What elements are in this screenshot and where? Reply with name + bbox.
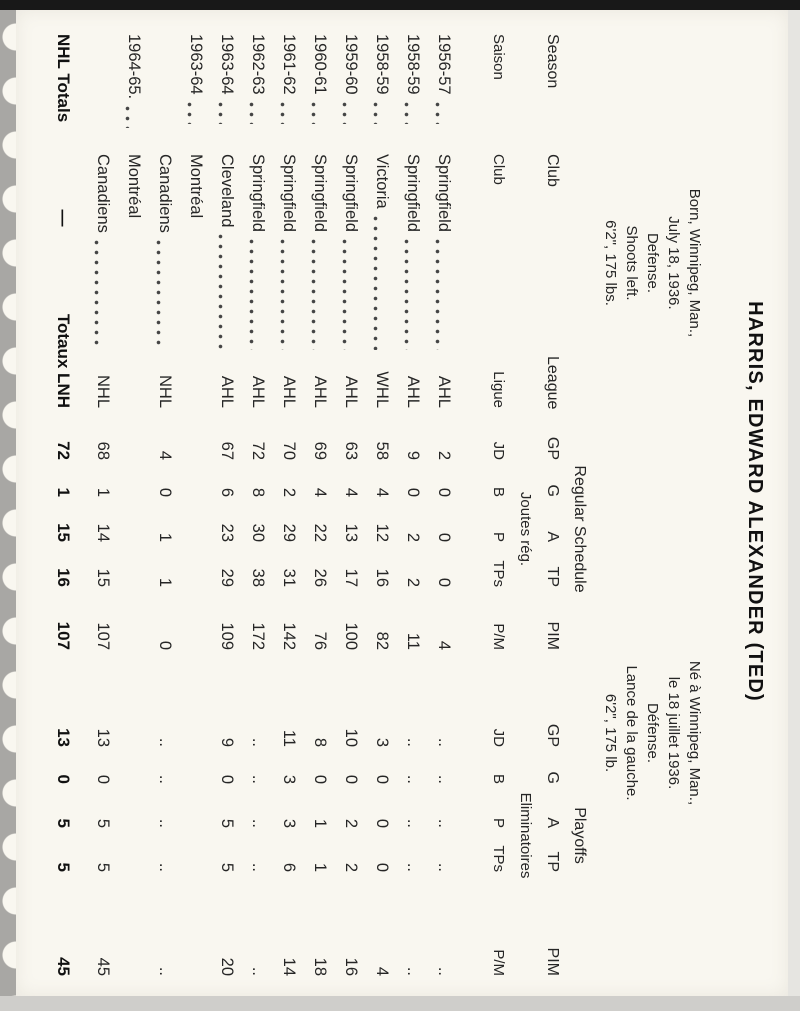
playoff-pim: .. — [435, 966, 453, 976]
stat-gp: 68 — [94, 441, 112, 460]
playoff-gp: 8 — [311, 737, 329, 747]
stat-tp: 0 — [435, 577, 453, 587]
league-cell: AHL — [280, 375, 298, 408]
stat-a — [118, 497, 149, 542]
stats-row — [87, 10, 118, 993]
club-cell: Montréal — [125, 154, 143, 219]
season-cell: 1956-57 — [428, 34, 459, 154]
playoff-tp: 0 — [373, 862, 391, 872]
dot-leader — [280, 239, 285, 350]
stat-g: 8 — [249, 487, 267, 497]
playoff-pim: 4 — [373, 966, 391, 976]
playoff-tp — [180, 828, 211, 872]
league-cell — [180, 356, 211, 408]
league-cell: AHL — [218, 375, 236, 408]
playoff-g — [118, 747, 149, 784]
bio-line: Né à Winnipeg, Man., — [686, 660, 703, 806]
league-cell: AHL — [311, 375, 329, 408]
season-cell: 1958-59 — [397, 34, 428, 154]
playoff-pim — [118, 872, 149, 976]
playoff-tp: .. — [156, 862, 174, 872]
playoff-pim — [180, 872, 211, 976]
stats-row — [273, 10, 304, 993]
playoff-pim: 16 — [342, 957, 360, 976]
stat-pim: 11 — [404, 632, 422, 650]
playoff-gp: 3 — [373, 737, 391, 747]
col-a: A — [544, 531, 561, 542]
playoff-tp: 1 — [311, 862, 329, 872]
col-po-tp: TP — [544, 851, 561, 872]
dot-leader — [187, 102, 192, 124]
stats-row — [149, 10, 180, 993]
totals-gp: 72 — [54, 441, 73, 460]
bio-english — [600, 128, 705, 398]
stat-gp: 70 — [280, 441, 298, 460]
dot-leader — [342, 102, 347, 124]
bio-french — [600, 598, 705, 868]
stat-gp: 67 — [218, 441, 236, 460]
stats-row — [428, 10, 459, 993]
col-po-g: G — [544, 771, 561, 784]
totals-pim: 107 — [54, 621, 73, 650]
playoff-a: 5 — [218, 818, 236, 828]
playoff-gp: .. — [404, 737, 422, 747]
header-row-en — [539, 10, 566, 993]
playoff-g: .. — [156, 774, 174, 784]
club-cell: Springfield — [273, 154, 304, 356]
col-pm: P/M — [490, 623, 507, 650]
bio-line: Born, Winnipeg, Man., — [686, 188, 703, 338]
stat-tp: 2 — [404, 577, 422, 587]
club-cell: Cleveland — [211, 154, 242, 356]
playoff-gp — [118, 695, 149, 747]
playoff-gp: 9 — [218, 737, 236, 747]
col-b: B — [490, 486, 507, 497]
stat-g: 4 — [373, 487, 391, 497]
playoff-gp: 10 — [342, 728, 360, 747]
playoff-g: 0 — [94, 774, 112, 784]
col-saison: Saison — [490, 34, 507, 80]
stat-g: 0 — [435, 487, 453, 497]
dot-leader — [311, 239, 316, 350]
bio-line: 6'2", 175 lbs. — [602, 220, 619, 306]
playoff-gp — [180, 695, 211, 747]
stat-pim: 76 — [311, 631, 329, 650]
stat-a: 29 — [280, 523, 298, 542]
col-po-b: B — [490, 773, 507, 784]
table-body — [87, 10, 459, 993]
col-po-gp: GP — [544, 723, 561, 747]
playoff-tp: 5 — [218, 862, 236, 872]
season-cell: 1964-65. — [118, 34, 149, 154]
playoff-g: 0 — [342, 774, 360, 784]
stat-gp: 58 — [373, 441, 391, 460]
totals-dash: — — [54, 209, 73, 227]
col-club-fr: Club — [490, 154, 507, 185]
playoff-g: .. — [404, 774, 422, 784]
stat-gp — [118, 408, 149, 460]
stat-pim: 172 — [249, 622, 267, 650]
stat-pim: 4 — [435, 640, 453, 650]
stats-row — [304, 10, 335, 993]
playoff-pim: 20 — [218, 957, 236, 976]
stat-a: 1 — [156, 532, 174, 542]
dot-leader — [342, 239, 347, 350]
playoff-a: 5 — [94, 818, 112, 828]
stat-a — [180, 497, 211, 542]
stat-tp: 1 — [156, 577, 174, 587]
stat-tp: 15 — [94, 568, 112, 587]
league-cell: NHL — [94, 374, 112, 408]
bio-line: 6'2", 175 lb. — [602, 693, 619, 773]
playoff-a: 1 — [311, 818, 329, 828]
stat-gp — [180, 408, 211, 460]
bio-line: July 18, 1936. — [665, 216, 682, 310]
stat-pim: 82 — [373, 631, 391, 650]
stat-a: 2 — [404, 532, 422, 542]
season-cell: 1963-64 — [180, 34, 211, 154]
club-cell: Springfield — [397, 154, 428, 356]
col-league: League — [544, 356, 561, 410]
club-cell: Springfield — [242, 154, 273, 356]
stat-a: 13 — [342, 523, 360, 542]
totals-po-gp: 13 — [54, 728, 73, 747]
stat-a: 30 — [249, 523, 267, 542]
season-cell: 1962-63 — [242, 34, 273, 154]
playoff-a: .. — [435, 818, 453, 828]
bio-line: Defense. — [644, 232, 661, 294]
player-name: HARRIS, EDWARD ALEXANDER (TED) — [744, 301, 766, 702]
playoff-pim: .. — [156, 966, 174, 976]
stat-g: 2 — [280, 487, 298, 497]
league-cell: WHL — [373, 371, 391, 408]
card-content — [23, 10, 788, 993]
club-cell: Victoria — [366, 154, 397, 356]
col-tp: TP — [544, 566, 561, 587]
league-cell: AHL — [342, 375, 360, 408]
stat-tp: 31 — [280, 568, 298, 587]
playoff-a: .. — [156, 818, 174, 828]
col-po-pim: PIM — [544, 947, 561, 976]
col-po-p: P — [490, 817, 507, 828]
col-po-pm: P/M — [490, 949, 507, 976]
dot-leader — [373, 216, 378, 350]
stat-pim: 109 — [218, 622, 236, 650]
stats-row — [242, 10, 273, 993]
league-cell: AHL — [249, 375, 267, 408]
col-club: Club — [544, 154, 561, 187]
group-row-fr — [512, 10, 539, 993]
scan-edge-bottom — [0, 996, 800, 1011]
playoff-tp: 2 — [342, 862, 360, 872]
dot-leader — [373, 102, 378, 124]
bio-line: Défense. — [644, 702, 661, 764]
col-g: G — [544, 484, 561, 497]
stat-tp: 16 — [373, 568, 391, 587]
stat-g: 1 — [94, 487, 112, 497]
bio-section — [599, 10, 705, 993]
club-cell: Canadiens — [149, 154, 180, 356]
season-cell: 1959-60 — [335, 34, 366, 154]
regular-schedule-label: Regular Schedule — [571, 465, 588, 593]
dot-leader — [249, 102, 254, 124]
stats-row — [397, 10, 428, 993]
stats-row — [366, 10, 397, 993]
playoff-a: 0 — [373, 818, 391, 828]
club-cell: Montréal — [187, 154, 205, 219]
playoff-gp: .. — [156, 737, 174, 747]
col-po-tps: TPs — [490, 845, 507, 872]
bio-line: le 18 juillet 1936. — [665, 676, 682, 790]
stat-tp — [180, 542, 211, 587]
dot-leader — [404, 239, 409, 350]
season-cell — [149, 34, 180, 154]
playoff-g: .. — [435, 774, 453, 784]
stat-a: 23 — [218, 523, 236, 542]
stats-row — [335, 10, 366, 993]
league-cell: AHL — [404, 375, 422, 408]
totals-g: 1 — [54, 487, 73, 497]
playoff-pim: 18 — [311, 957, 329, 976]
stats-row — [211, 10, 242, 993]
totals-a: 15 — [54, 523, 73, 542]
playoff-g: .. — [249, 774, 267, 784]
col-tps: TPs — [490, 560, 507, 587]
playoff-g — [180, 747, 211, 784]
stat-g — [118, 460, 149, 497]
playoff-pim: .. — [404, 966, 422, 976]
stat-gp: 4 — [156, 450, 174, 460]
season-cell: 1958-59 — [366, 34, 397, 154]
totals-tp: 16 — [54, 568, 73, 587]
scan-edge-right — [788, 10, 800, 996]
col-jd: JD — [490, 441, 507, 460]
stat-pim: 100 — [342, 622, 360, 650]
totals-po-pim: 45 — [54, 957, 73, 976]
season-cell: 1960-61 — [304, 34, 335, 154]
playoff-gp: .. — [249, 737, 267, 747]
totals-po-g: 0 — [54, 774, 73, 784]
playoff-a — [180, 784, 211, 828]
playoff-g: 0 — [218, 774, 236, 784]
stats-row — [118, 10, 149, 993]
col-season: Season — [544, 34, 561, 89]
eliminatoires-label: Eliminatoires — [517, 792, 534, 879]
stat-gp: 9 — [404, 450, 422, 460]
stat-g: 0 — [156, 487, 174, 497]
playoff-pim: 14 — [280, 957, 298, 976]
playoff-pim: .. — [249, 966, 267, 976]
playoff-tp: 6 — [280, 862, 298, 872]
stat-g: 4 — [311, 487, 329, 497]
playoff-gp: .. — [435, 737, 453, 747]
playoff-a: 3 — [280, 818, 298, 828]
stat-gp: 72 — [249, 441, 267, 460]
season-cell: 1961-62 — [273, 34, 304, 154]
col-po-a: A — [544, 817, 561, 828]
playoff-pim: 45 — [94, 957, 112, 976]
dot-leader — [218, 234, 223, 350]
dot-leader — [249, 239, 254, 350]
col-gp: GP — [544, 436, 561, 460]
club-cell: Canadiens — [87, 154, 118, 356]
dot-leader — [404, 102, 409, 124]
col-p: P — [490, 531, 507, 542]
dot-leader — [218, 102, 223, 124]
stat-a: 12 — [373, 523, 391, 542]
totals-po-tp: 5 — [54, 862, 73, 872]
playoff-tp — [118, 828, 149, 872]
stat-tp: 38 — [249, 568, 267, 587]
stat-pim: 107 — [94, 622, 112, 650]
league-cell — [118, 356, 149, 408]
joutes-reg-label: Joutes rég. — [517, 491, 534, 567]
playoff-gp: 13 — [94, 728, 112, 747]
bio-line: Shoots left. — [623, 225, 640, 301]
bio-line: Lance de la gauche. — [623, 665, 640, 801]
club-cell: Springfield — [335, 154, 366, 356]
stat-gp: 69 — [311, 441, 329, 460]
stat-g — [180, 460, 211, 497]
totals-label-en: NHL Totals — [54, 34, 73, 123]
col-pim: PIM — [544, 621, 561, 650]
stat-a: 0 — [435, 532, 453, 542]
playoff-gp: 11 — [280, 729, 298, 747]
league-cell: AHL — [435, 375, 453, 408]
stat-pim — [118, 587, 149, 650]
stat-gp: 2 — [435, 450, 453, 460]
stat-pim — [180, 587, 211, 650]
scan-edge-top — [0, 0, 800, 10]
playoff-a: 2 — [342, 818, 360, 828]
stat-a: 14 — [94, 523, 112, 542]
playoffs-label: Playoffs — [571, 807, 588, 864]
stat-a: 22 — [311, 523, 329, 542]
playoff-tp: 5 — [94, 862, 112, 872]
perforation-edge — [0, 10, 16, 996]
totals-label-fr: Totaux LNH — [54, 313, 73, 408]
playoff-g: 3 — [280, 774, 298, 784]
stat-gp: 63 — [342, 441, 360, 460]
table-header — [485, 10, 593, 993]
stat-tp: 26 — [311, 568, 329, 587]
season-cell: 1963-64 — [211, 34, 242, 154]
league-cell: NHL — [156, 374, 174, 408]
dot-leader — [125, 106, 130, 128]
stat-pim: 0 — [156, 640, 174, 650]
playoff-tp: .. — [435, 862, 453, 872]
stats-row — [180, 10, 211, 993]
playoff-a: .. — [404, 818, 422, 828]
playoff-a: .. — [249, 818, 267, 828]
club-cell: Springfield — [304, 154, 335, 356]
stat-g: 6 — [218, 487, 236, 497]
playoff-tp: .. — [249, 862, 267, 872]
dot-leader — [435, 239, 440, 350]
playoff-a — [118, 784, 149, 828]
stat-tp: 29 — [218, 568, 236, 587]
totals-po-a: 5 — [54, 818, 73, 828]
stat-tp — [118, 542, 149, 587]
playoff-g: 0 — [373, 774, 391, 784]
club-cell: Springfield — [428, 154, 459, 356]
stat-g: 4 — [342, 487, 360, 497]
dot-leader — [94, 240, 99, 350]
dot-leader — [311, 102, 316, 124]
stat-pim: 142 — [280, 622, 298, 650]
col-ligue: Ligue — [490, 371, 507, 408]
dot-leader — [435, 102, 440, 124]
playoff-tp: .. — [404, 862, 422, 872]
dot-leader — [280, 102, 285, 124]
header-row-fr — [485, 10, 512, 993]
nhl-totals-row — [48, 10, 79, 993]
dot-leader — [156, 240, 161, 350]
playoff-g: 0 — [311, 774, 329, 784]
col-po-jd: JD — [490, 728, 507, 747]
group-row-en — [566, 10, 593, 993]
stat-tp: 17 — [342, 568, 360, 587]
season-cell — [87, 34, 118, 154]
stat-g: 0 — [404, 487, 422, 497]
